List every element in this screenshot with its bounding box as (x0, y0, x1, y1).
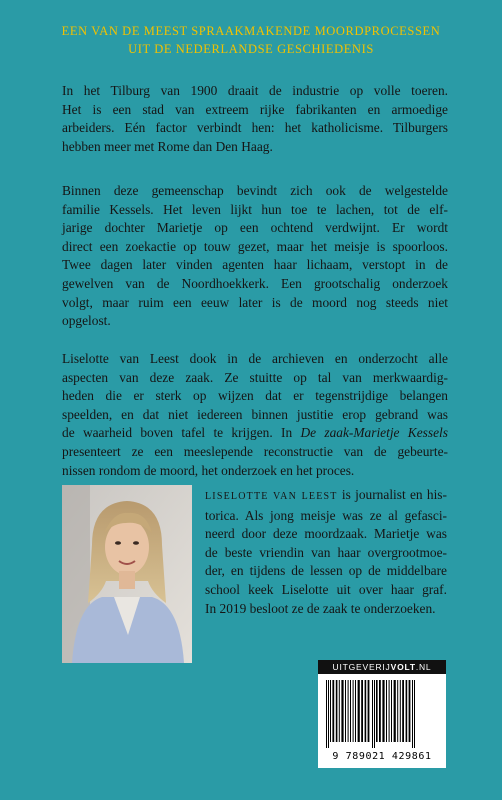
barcode-bar (409, 680, 411, 742)
barcode-bar (341, 680, 343, 742)
text-line-start: de waarheid boven tafel te krijgen. In (62, 425, 293, 441)
text-line: Liselotte van Leest dook in de archieven en onderzocht alle (62, 351, 448, 366)
text-line: Binnen deze gemeenschap bevindt zich ook de welgestelde (62, 183, 448, 198)
barcode-bar (391, 680, 392, 742)
tagline-line-2: UIT DE NEDERLANDSE GESCHIEDENIS (128, 42, 374, 56)
barcode-bar (414, 680, 415, 748)
bio-line (205, 486, 447, 507)
book-title: De zaak-Marietje Kessels (300, 425, 448, 441)
publisher-brand: VOLT (390, 662, 416, 672)
barcode-bar (353, 680, 354, 742)
barcode-bar (328, 680, 329, 748)
barcode-bar (412, 680, 413, 748)
text-line: gewelven van de Noordhoekkerk. Een grootschalig onderzoek (62, 275, 448, 291)
text-line: In het Tilburg van 1900 draait de industrie op volle toeren. (62, 83, 448, 98)
barcode-bar (376, 680, 378, 742)
text-line: nissen rondom de moord, het onderzoek en het proces. (62, 462, 355, 478)
isbn-number: 9 789021 429861 (332, 751, 432, 762)
paragraph-intro (62, 82, 448, 156)
bio-line: In 2019 besloot ze de zaak te onderzoeken. (205, 600, 436, 616)
text-line: presenteert ze een meeslepende reconstructie van de gebeurte- (62, 443, 448, 459)
text-line: jarige dochter Marietje op een ochtend verdwijnt. Er wordt (62, 220, 448, 236)
barcode-bar (348, 680, 349, 742)
barcode-bar (365, 680, 367, 742)
barcode-bar (350, 680, 351, 742)
text-line: Twee dagen later vinden agenten haar lichaam, verstopt in de (62, 257, 448, 273)
barcode-bar (394, 680, 396, 742)
text-line: arbeiders. Eén factor verbindt hen: het katholicisme. Tilburgers (62, 120, 448, 136)
isbn-barcode-box (318, 660, 446, 768)
text-line: hebben meer met Rome dan Den Haag. (62, 138, 273, 154)
barcode-bar (326, 680, 327, 748)
barcode-bar (386, 680, 387, 742)
paragraph-story (62, 182, 448, 331)
text-line (62, 424, 448, 443)
text-line: heden die er sterk op wijzen dat er tegenstrijdige belangen (62, 388, 448, 404)
barcode-bar (345, 680, 346, 742)
publisher-label (318, 660, 446, 674)
barcode-bar (402, 680, 404, 742)
text-line: direct een zoekactie op touw gezet, maar het meisje is spoorloos. (62, 238, 448, 254)
text-line: familie Kessels. Het leven lijkt hun toe te lachen, tot de elf- (62, 201, 448, 217)
barcode-bar (374, 680, 375, 748)
author-bio (205, 486, 447, 618)
bio-line-rest: is journalist en his- (337, 487, 447, 502)
barcode-bar (382, 680, 384, 742)
barcode-bar (389, 680, 390, 742)
text-line: Het is een stad van extreem rijke fabrikanten en armoedige (62, 101, 448, 117)
barcode-bar (358, 680, 360, 742)
text-line: aspecten van deze zaak. Ze stuitte op tal van merkwaardig- (62, 369, 448, 385)
author-photo (62, 485, 192, 663)
barcode-bar (400, 680, 401, 742)
author-name: LISELOTTE VAN LEEST (205, 491, 338, 502)
bio-line: school keek Liselotte uit over haar graf. (205, 581, 447, 597)
publisher-prefix: UITGEVERIJ (332, 662, 391, 672)
tagline (0, 22, 502, 58)
bio-line: de beste vriendin van haar overgrootmoe- (205, 544, 447, 560)
barcode-bar (361, 680, 363, 742)
barcode-bar (372, 680, 373, 748)
bio-line: torica. Als jong meisje was ze al gefasci- (205, 507, 447, 523)
publisher-suffix: .NL (415, 662, 432, 672)
tagline-line-1: EEN VAN DE MEEST SPRAAKMAKENDE MOORDPROCESSEN (61, 24, 441, 38)
bio-line: neerd door deze moordzaak. Marietje was (205, 526, 447, 542)
bio-line: der, en tijdens de lessen op de middelbare (205, 563, 447, 579)
barcode-bar (368, 680, 370, 742)
barcode-bar (406, 680, 408, 742)
barcode-bar (379, 680, 381, 742)
barcode-bar (355, 680, 356, 742)
barcode-graphic (324, 680, 440, 748)
paragraph-research (62, 350, 448, 480)
barcode-bar (330, 680, 331, 742)
barcode-bar (339, 680, 340, 742)
text-line: opgelost. (62, 313, 111, 329)
barcode-bar (336, 680, 338, 742)
barcode-bar (397, 680, 398, 742)
barcode-bar (332, 680, 334, 742)
text-line: volgt, maar ruim een eeuw later is de moord nog steeds niet (62, 294, 448, 310)
text-line: speelden, en dat niet iedereen binnen justitie erop gebrand was (62, 406, 448, 422)
